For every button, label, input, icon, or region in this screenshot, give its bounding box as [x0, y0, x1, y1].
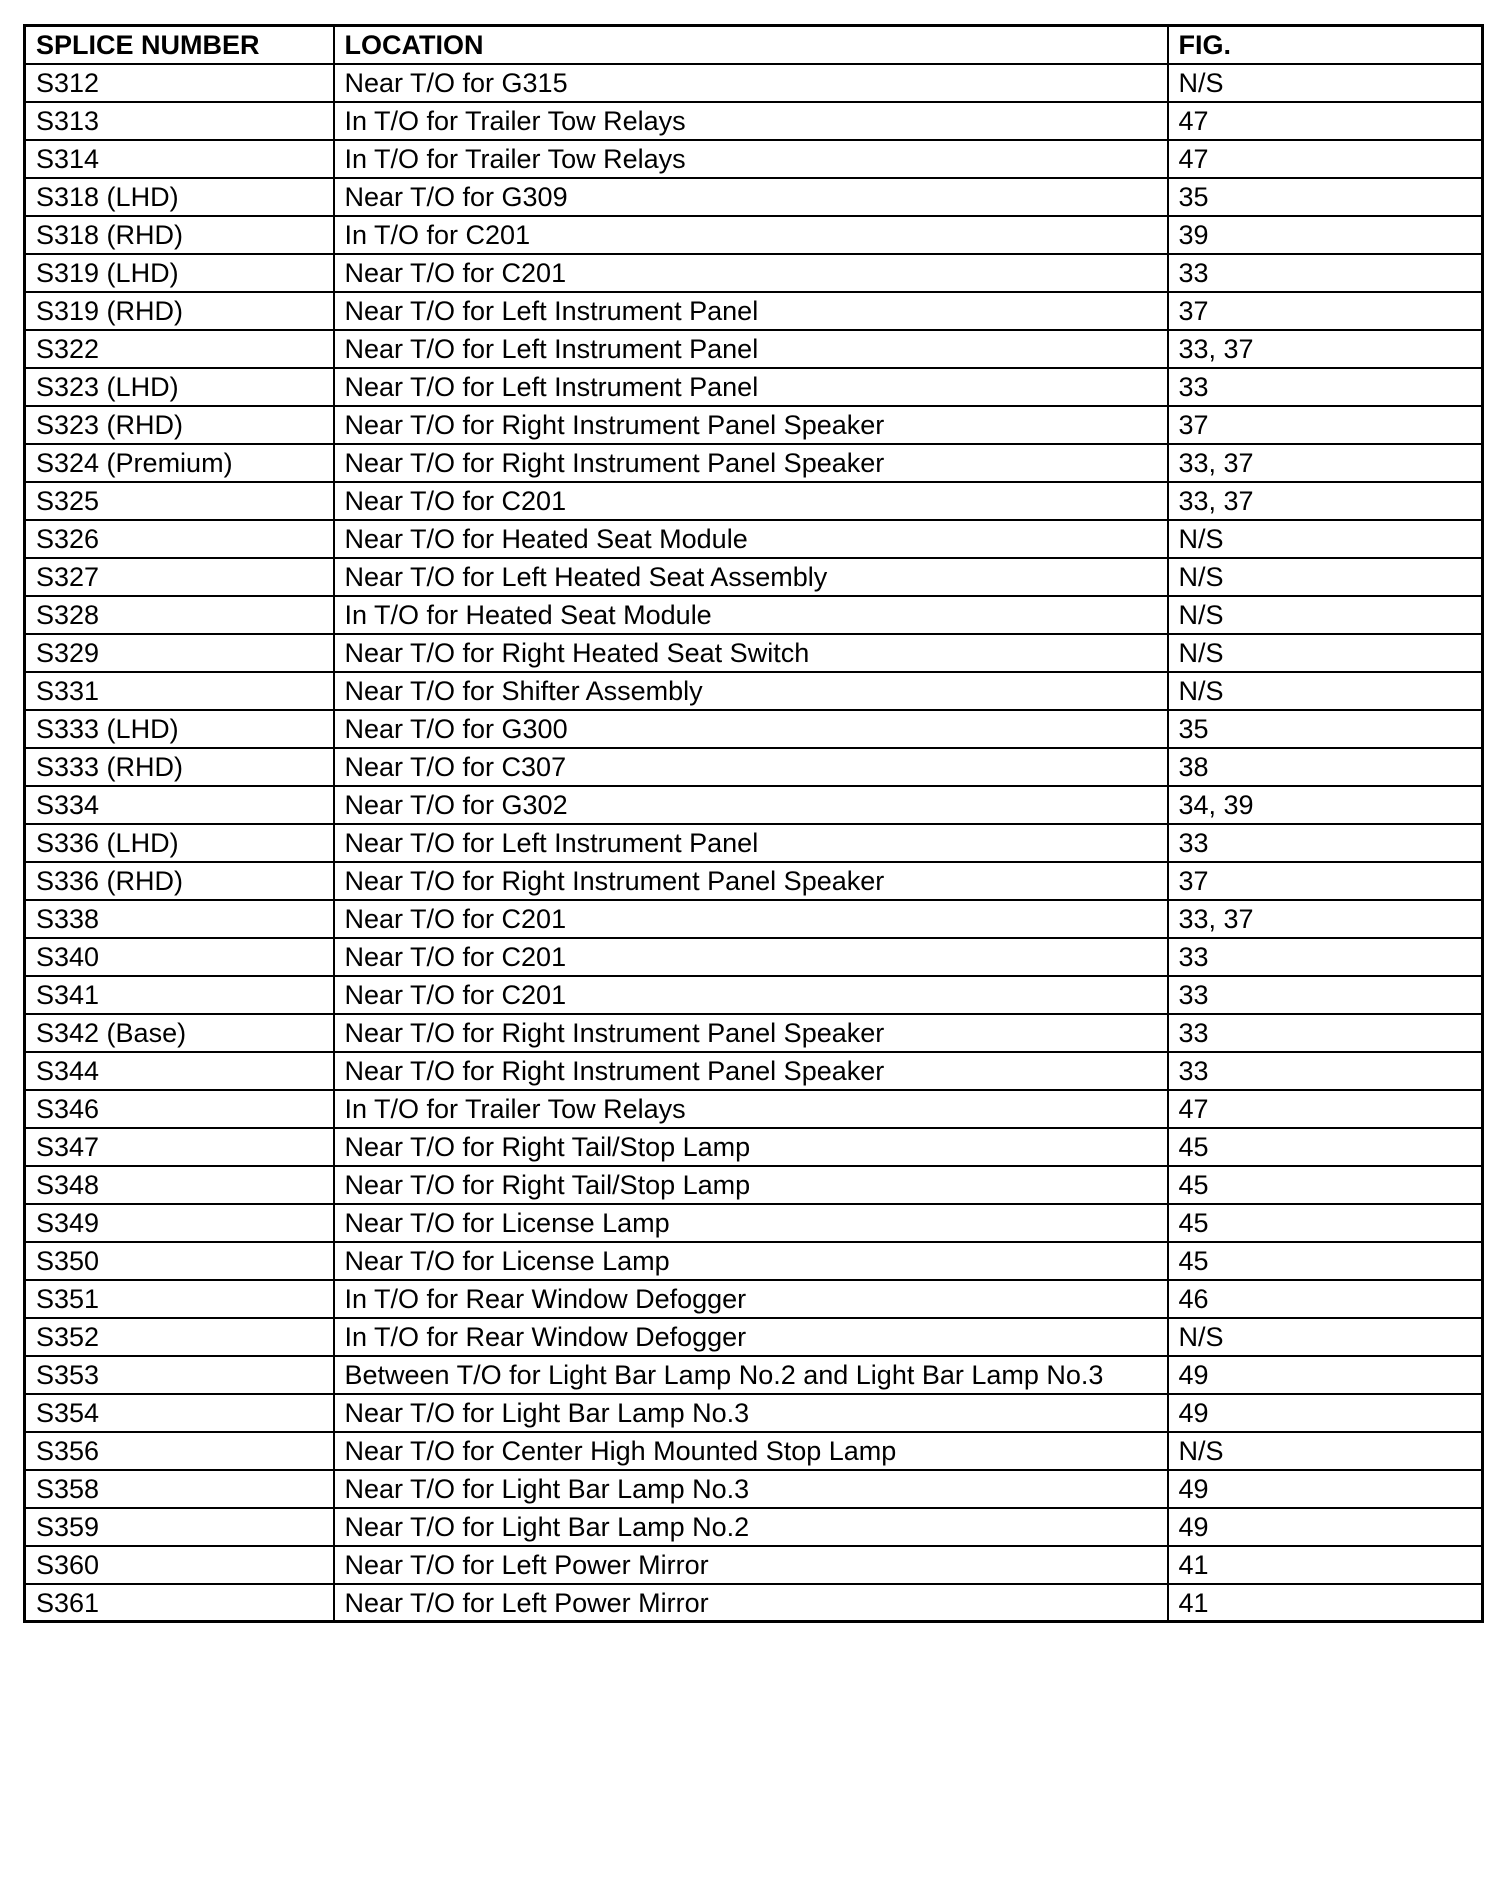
location-cell: Near T/O for Heated Seat Module [334, 520, 1168, 558]
table-body [25, 64, 1483, 1622]
fig-cell: 45 [1168, 1242, 1483, 1280]
table-row [25, 178, 1483, 216]
fig-cell: 47 [1168, 1090, 1483, 1128]
location-cell: Near T/O for Left Heated Seat Assembly [334, 558, 1168, 596]
table-row [25, 1090, 1483, 1128]
fig-cell: 33 [1168, 1014, 1483, 1052]
splice-number-cell: S334 [25, 786, 334, 824]
splice-number-cell: S341 [25, 976, 334, 1014]
table-row [25, 558, 1483, 596]
fig-cell: 34, 39 [1168, 786, 1483, 824]
splice-number-cell: S350 [25, 1242, 334, 1280]
table-row [25, 1052, 1483, 1090]
table-row [25, 634, 1483, 672]
location-cell: In T/O for Rear Window Defogger [334, 1280, 1168, 1318]
table-row [25, 330, 1483, 368]
splice-number-cell: S359 [25, 1508, 334, 1546]
splice-number-cell: S312 [25, 64, 334, 102]
table-row [25, 102, 1483, 140]
splice-number-cell: S319 (LHD) [25, 254, 334, 292]
location-cell: Between T/O for Light Bar Lamp No.2 and Light Bar Lamp No.3 [334, 1356, 1168, 1394]
location-cell: In T/O for Heated Seat Module [334, 596, 1168, 634]
splice-number-cell: S348 [25, 1166, 334, 1204]
location-cell: Near T/O for G315 [334, 64, 1168, 102]
splice-number-cell: S349 [25, 1204, 334, 1242]
splice-number-cell: S328 [25, 596, 334, 634]
fig-cell: 37 [1168, 292, 1483, 330]
splice-number-cell: S336 (RHD) [25, 862, 334, 900]
table-row [25, 1356, 1483, 1394]
fig-cell: 33, 37 [1168, 482, 1483, 520]
location-cell: In T/O for C201 [334, 216, 1168, 254]
splice-number-cell: S338 [25, 900, 334, 938]
table-row [25, 482, 1483, 520]
splice-number-cell: S331 [25, 672, 334, 710]
fig-cell: 33 [1168, 1052, 1483, 1090]
location-cell: In T/O for Trailer Tow Relays [334, 140, 1168, 178]
header-row [25, 26, 1483, 64]
splice-number-cell: S360 [25, 1546, 334, 1584]
fig-cell: 33 [1168, 824, 1483, 862]
location-cell: Near T/O for Light Bar Lamp No.2 [334, 1508, 1168, 1546]
location-cell: Near T/O for G309 [334, 178, 1168, 216]
splice-number-cell: S313 [25, 102, 334, 140]
splice-number-cell: S314 [25, 140, 334, 178]
fig-cell: 38 [1168, 748, 1483, 786]
fig-cell: 45 [1168, 1128, 1483, 1166]
table-row [25, 710, 1483, 748]
location-cell: Near T/O for C201 [334, 938, 1168, 976]
location-cell: Near T/O for License Lamp [334, 1204, 1168, 1242]
fig-cell: N/S [1168, 64, 1483, 102]
table-row [25, 1508, 1483, 1546]
location-cell: In T/O for Rear Window Defogger [334, 1318, 1168, 1356]
table-row [25, 368, 1483, 406]
splice-number-cell: S327 [25, 558, 334, 596]
location-cell: Near T/O for Left Power Mirror [334, 1546, 1168, 1584]
column-header-location: LOCATION [334, 26, 1168, 64]
location-cell: Near T/O for Center High Mounted Stop Lamp [334, 1432, 1168, 1470]
fig-cell: 49 [1168, 1356, 1483, 1394]
fig-cell: N/S [1168, 634, 1483, 672]
location-cell: Near T/O for Left Instrument Panel [334, 824, 1168, 862]
fig-cell: 45 [1168, 1204, 1483, 1242]
fig-cell: 33 [1168, 254, 1483, 292]
location-cell: Near T/O for Right Instrument Panel Speaker [334, 1052, 1168, 1090]
location-cell: Near T/O for C201 [334, 482, 1168, 520]
fig-cell: N/S [1168, 520, 1483, 558]
fig-cell: N/S [1168, 596, 1483, 634]
table-row [25, 520, 1483, 558]
splice-number-cell: S361 [25, 1584, 334, 1622]
splice-number-cell: S319 (RHD) [25, 292, 334, 330]
table-row [25, 1014, 1483, 1052]
splice-location-table [23, 24, 1484, 1623]
fig-cell: 35 [1168, 178, 1483, 216]
fig-cell: N/S [1168, 672, 1483, 710]
splice-number-cell: S322 [25, 330, 334, 368]
fig-cell: 35 [1168, 710, 1483, 748]
location-cell: Near T/O for G302 [334, 786, 1168, 824]
table-row [25, 824, 1483, 862]
fig-cell: N/S [1168, 558, 1483, 596]
table-row [25, 444, 1483, 482]
splice-number-cell: S346 [25, 1090, 334, 1128]
table-row [25, 1546, 1483, 1584]
splice-number-cell: S353 [25, 1356, 334, 1394]
table-row [25, 1394, 1483, 1432]
splice-number-cell: S326 [25, 520, 334, 558]
splice-number-cell: S318 (RHD) [25, 216, 334, 254]
table-row [25, 1128, 1483, 1166]
fig-cell: 33, 37 [1168, 330, 1483, 368]
splice-number-cell: S354 [25, 1394, 334, 1432]
table-row [25, 862, 1483, 900]
location-cell: Near T/O for Right Instrument Panel Speaker [334, 1014, 1168, 1052]
splice-number-cell: S358 [25, 1470, 334, 1508]
fig-cell: 41 [1168, 1546, 1483, 1584]
table-row [25, 786, 1483, 824]
fig-cell: 33, 37 [1168, 900, 1483, 938]
column-header-fig: FIG. [1168, 26, 1483, 64]
location-cell: Near T/O for Light Bar Lamp No.3 [334, 1470, 1168, 1508]
location-cell: Near T/O for Right Heated Seat Switch [334, 634, 1168, 672]
fig-cell: 33 [1168, 976, 1483, 1014]
table-row [25, 900, 1483, 938]
fig-cell: 47 [1168, 102, 1483, 140]
fig-cell: N/S [1168, 1318, 1483, 1356]
location-cell: Near T/O for Right Instrument Panel Speaker [334, 862, 1168, 900]
location-cell: Near T/O for Left Instrument Panel [334, 292, 1168, 330]
table-row [25, 1280, 1483, 1318]
location-cell: In T/O for Trailer Tow Relays [334, 102, 1168, 140]
location-cell: Near T/O for Right Tail/Stop Lamp [334, 1166, 1168, 1204]
fig-cell: 41 [1168, 1584, 1483, 1622]
location-cell: Near T/O for C201 [334, 254, 1168, 292]
fig-cell: 33 [1168, 938, 1483, 976]
location-cell: Near T/O for Right Instrument Panel Speaker [334, 444, 1168, 482]
fig-cell: N/S [1168, 1432, 1483, 1470]
table-row [25, 596, 1483, 634]
table-row [25, 64, 1483, 102]
splice-number-cell: S351 [25, 1280, 334, 1318]
splice-number-cell: S352 [25, 1318, 334, 1356]
splice-number-cell: S344 [25, 1052, 334, 1090]
fig-cell: 33, 37 [1168, 444, 1483, 482]
table-row [25, 1584, 1483, 1622]
fig-cell: 47 [1168, 140, 1483, 178]
table-row [25, 1166, 1483, 1204]
fig-cell: 49 [1168, 1394, 1483, 1432]
location-cell: Near T/O for Shifter Assembly [334, 672, 1168, 710]
splice-number-cell: S318 (LHD) [25, 178, 334, 216]
fig-cell: 37 [1168, 406, 1483, 444]
location-cell: Near T/O for G300 [334, 710, 1168, 748]
table-row [25, 1432, 1483, 1470]
fig-cell: 46 [1168, 1280, 1483, 1318]
fig-cell: 45 [1168, 1166, 1483, 1204]
splice-number-cell: S333 (RHD) [25, 748, 334, 786]
splice-number-cell: S324 (Premium) [25, 444, 334, 482]
location-cell: Near T/O for Left Power Mirror [334, 1584, 1168, 1622]
location-cell: Near T/O for Left Instrument Panel [334, 368, 1168, 406]
splice-number-cell: S342 (Base) [25, 1014, 334, 1052]
table-header [25, 26, 1483, 64]
table-row [25, 216, 1483, 254]
location-cell: Near T/O for Left Instrument Panel [334, 330, 1168, 368]
fig-cell: 33 [1168, 368, 1483, 406]
splice-number-cell: S347 [25, 1128, 334, 1166]
location-cell: In T/O for Trailer Tow Relays [334, 1090, 1168, 1128]
table-row [25, 1318, 1483, 1356]
splice-number-cell: S329 [25, 634, 334, 672]
table-row [25, 406, 1483, 444]
fig-cell: 49 [1168, 1508, 1483, 1546]
table-row [25, 672, 1483, 710]
splice-number-cell: S340 [25, 938, 334, 976]
location-cell: Near T/O for License Lamp [334, 1242, 1168, 1280]
splice-number-cell: S325 [25, 482, 334, 520]
table-row [25, 140, 1483, 178]
location-cell: Near T/O for C307 [334, 748, 1168, 786]
location-cell: Near T/O for Right Instrument Panel Speaker [334, 406, 1168, 444]
table-row [25, 748, 1483, 786]
table-row [25, 938, 1483, 976]
splice-number-cell: S356 [25, 1432, 334, 1470]
location-cell: Near T/O for C201 [334, 976, 1168, 1014]
splice-number-cell: S323 (RHD) [25, 406, 334, 444]
table-row [25, 292, 1483, 330]
fig-cell: 37 [1168, 862, 1483, 900]
splice-number-cell: S333 (LHD) [25, 710, 334, 748]
table-row [25, 1242, 1483, 1280]
table-row [25, 1470, 1483, 1508]
table-row [25, 254, 1483, 292]
column-header-splice-number: SPLICE NUMBER [25, 26, 334, 64]
location-cell: Near T/O for Light Bar Lamp No.3 [334, 1394, 1168, 1432]
table-row [25, 976, 1483, 1014]
splice-number-cell: S323 (LHD) [25, 368, 334, 406]
splice-number-cell: S336 (LHD) [25, 824, 334, 862]
fig-cell: 49 [1168, 1470, 1483, 1508]
fig-cell: 39 [1168, 216, 1483, 254]
location-cell: Near T/O for Right Tail/Stop Lamp [334, 1128, 1168, 1166]
location-cell: Near T/O for C201 [334, 900, 1168, 938]
table-row [25, 1204, 1483, 1242]
